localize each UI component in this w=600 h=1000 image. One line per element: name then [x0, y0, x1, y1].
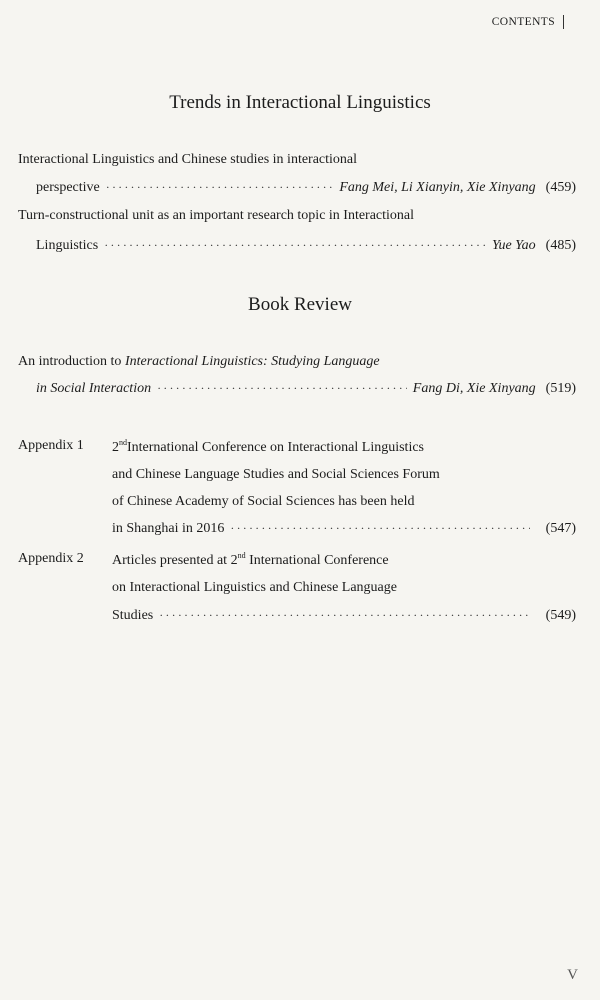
- appendix2-prefix: Articles presented at 2: [112, 553, 238, 568]
- appendix2-line1: [112, 551, 389, 569]
- running-head-rule: [563, 15, 564, 29]
- leader-dots: [230, 521, 529, 536]
- review-prefix: An introduction to: [18, 354, 125, 369]
- review-authors: Fang Di, Xie Xinyang: [412, 381, 536, 396]
- page-number: V: [567, 967, 578, 983]
- entry2-title-end: Linguistics: [36, 238, 99, 253]
- entry1-line2: [36, 180, 576, 196]
- appendix1-line3: of Chinese Academy of Social Sciences has been held: [112, 494, 415, 509]
- appendix1-line4: [112, 521, 576, 537]
- appendix1-line1: [112, 438, 424, 456]
- entry1-line1: Interactional Linguistics and Chinese studies in interactional: [18, 152, 358, 167]
- section-title-trends: Trends in Interactional Linguistics: [169, 92, 431, 113]
- appendix1-num: 2: [112, 440, 119, 455]
- entry2-authors: Yue Yao: [491, 238, 536, 253]
- appendix1-line2: and Chinese Language Studies and Social Sciences Forum: [112, 467, 440, 482]
- review-line2: [36, 381, 576, 397]
- entry2-line2: [36, 238, 576, 254]
- leader-dots: [106, 180, 334, 195]
- entry1-authors: Fang Mei, Li Xianyin, Xie Xinyang: [339, 180, 536, 195]
- leader-dots: [104, 238, 486, 253]
- appendix2-line3: [112, 608, 576, 624]
- appendix2-sup: nd: [237, 551, 246, 560]
- appendix1-title-end: in Shanghai in 2016: [112, 521, 225, 536]
- leader-dots: [159, 608, 529, 623]
- entry1-title-end: perspective: [36, 180, 100, 195]
- entry2-page: (485): [545, 238, 576, 253]
- running-head: [492, 15, 564, 29]
- review-page: (519): [545, 381, 576, 396]
- appendix2-title-end: Studies: [112, 608, 154, 623]
- entry2-line1: Turn-constructional unit as an important research topic in Interactional: [18, 208, 415, 223]
- running-title: CONTENTS: [491, 16, 555, 28]
- entry1-page: (459): [545, 180, 576, 195]
- review-title-end: in Social Interaction: [36, 381, 152, 396]
- section-title-book-review: Book Review: [248, 294, 352, 315]
- appendix1-label: Appendix 1: [18, 438, 84, 453]
- appendix1-line1-rest: International Conference on Interactional Linguistics: [127, 440, 425, 455]
- appendix2-page: (549): [545, 608, 576, 623]
- appendix2-label: Appendix 2: [18, 551, 84, 566]
- appendix1-page: (547): [545, 521, 576, 536]
- leader-dots: [157, 381, 407, 396]
- appendix1-sup: nd: [119, 438, 127, 447]
- review-book-title: Interactional Linguistics: Studying Language: [124, 354, 380, 369]
- appendix2-line2: on Interactional Linguistics and Chinese Language: [112, 580, 397, 595]
- review-line1: [18, 354, 380, 370]
- appendix2-line1-rest: International Conference: [245, 553, 389, 568]
